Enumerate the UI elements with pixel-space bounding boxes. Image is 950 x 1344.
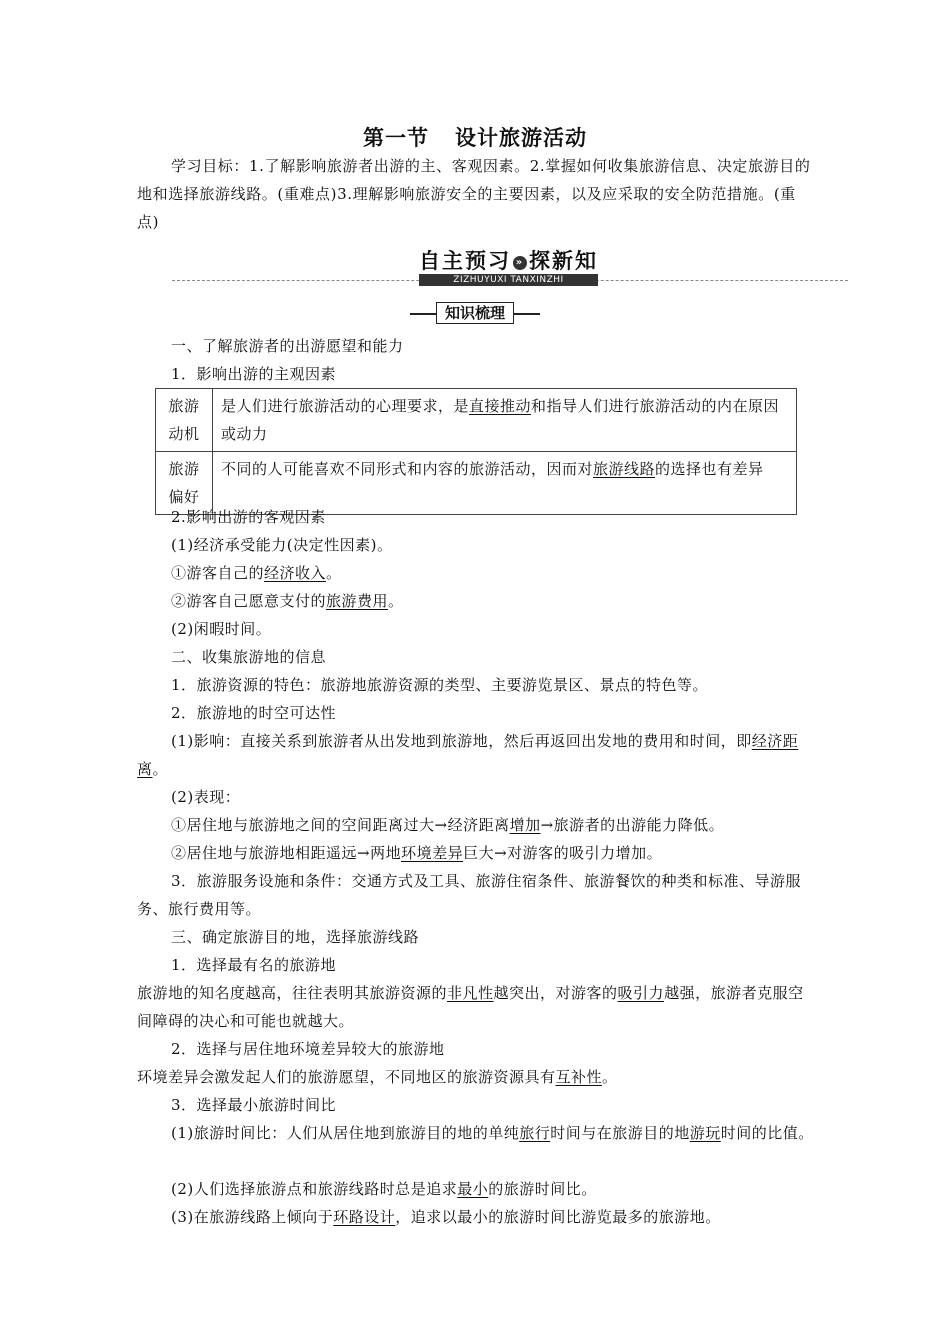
text-line: ②游客自己愿意支付的旅游费用。 [171, 592, 404, 610]
text-paragraph: 3．旅游服务设施和条件：交通方式及工具、旅游住宿条件、旅游餐饮的种类和标准、导游服务、旅行费用等。 [137, 872, 802, 918]
text-line: 1．选择最有名的旅游地 [171, 956, 337, 974]
blank-answer: 经济距离 [137, 732, 799, 778]
learning-goals: 学习目标：1.了解影响旅游者出游的主、客观因素。2.掌握如何收集旅游信息、决定旅游目的地和选择旅游线路。(重难点)3.理解影响旅游安全的主要因素，以及应采取的安全防范措施。(重点) [137, 157, 811, 231]
text-line: ②居住地与旅游地相距遥远→两地环境差异巨大→对游客的吸引力增加。 [171, 844, 663, 862]
title-text: 设计旅游活动 [455, 126, 587, 150]
blank-answer: 非凡性 [447, 984, 494, 1002]
subheading-1-1: 1．影响出游的主观因素 [171, 365, 337, 383]
blank-answer: 最小 [457, 1180, 489, 1198]
text-line: (2)闲暇时间。 [171, 620, 272, 638]
section-banner [172, 244, 848, 284]
table-row-head: 旅游偏好 [156, 452, 213, 515]
blank-answer: 互补性 [555, 1068, 603, 1086]
blank-answer: 旅行 [519, 1124, 551, 1142]
text-span: 和指导人们进行旅游活动的内在原因或动力 [221, 397, 780, 443]
blank-answer: 旅游费用 [326, 592, 389, 610]
text-span: 的选择也有差异 [655, 460, 764, 478]
heading-2: 二、收集旅游地的信息 [171, 648, 327, 666]
blank-answer: 环境差异 [401, 844, 464, 862]
text-line: 2．选择与居住地环境差异较大的旅游地 [171, 1040, 445, 1058]
knowledge-tag [410, 302, 540, 326]
text-paragraph: (1)旅游时间比：人们从居住地到旅游目的地的单纯旅行时间与在旅游目的地游玩时间的比值。 [171, 1124, 814, 1142]
banner-subtitle: ZIZHUYUXI TANXINZHI [419, 274, 598, 286]
text-span: 是人们进行旅游活动的心理要求，是 [221, 397, 470, 415]
text-line: ①游客自己的经济收入。 [171, 564, 342, 582]
text-line: (2)人们选择旅游点和旅游线路时总是追求最小的旅游时间比。 [171, 1180, 597, 1198]
text-line: 2．旅游地的时空可达性 [171, 704, 337, 722]
blank-answer: 吸引力 [617, 984, 665, 1002]
heading-3: 三、确定旅游目的地，选择旅游线路 [171, 928, 420, 946]
table-row-body [213, 389, 797, 452]
subjective-factors-table [155, 388, 797, 515]
banner-main-right: 探新知 [529, 249, 598, 273]
text-line: 环境差异会激发起人们的旅游愿望，不同地区的旅游资源具有互补性。 [137, 1068, 618, 1086]
text-line: (1)经济承受能力(决定性因素)。 [171, 536, 393, 554]
text-line: (3)在旅游线路上倾向于环路设计，追求以最小的旅游时间比游览最多的旅游地。 [171, 1208, 721, 1226]
blank-answer: 游玩 [689, 1124, 721, 1142]
blank-answer: 直接推动 [469, 397, 532, 415]
text-span: 不同的人可能喜欢不同形式和内容的旅游活动，因而对 [221, 460, 594, 478]
table-row [156, 389, 797, 452]
title-section-number: 第一节 [363, 126, 429, 150]
knowledge-tag-label: 知识梳理 [436, 302, 514, 324]
blank-answer: 环路设计 [333, 1208, 396, 1226]
text-paragraph: (1)影响：直接关系到旅游者从出发地到旅游地，然后再返回出发地的费用和时间，即经济距离。 [137, 732, 799, 778]
blank-answer: 增加 [509, 816, 541, 834]
banner-main-left: 自主预习 [419, 249, 511, 273]
heading-1: 一、了解旅游者的出游愿望和能力 [171, 337, 404, 355]
text-line: ①居住地与旅游地之间的空间距离过大→经济距离增加→旅游者的出游能力降低。 [171, 816, 725, 834]
text-paragraph: 旅游地的知名度越高，往往表明其旅游资源的非凡性越突出，对游客的吸引力越强，旅游者克服空间障碍的决心和可能也就越大。 [137, 984, 804, 1030]
subheading-1-2: 2.影响出游的客观因素 [171, 508, 326, 526]
text-line: 3．选择最小旅游时间比 [171, 1096, 337, 1114]
text-line: (2)表现： [171, 788, 241, 806]
blank-answer: 经济收入 [264, 564, 327, 582]
banner-title-box [411, 248, 606, 285]
page-title [0, 122, 950, 152]
text-line: 1．旅游资源的特色：旅游地旅游资源的类型、主要游览景区、景点的特色等。 [171, 676, 709, 694]
table-row-head: 旅游动机 [156, 389, 213, 452]
blank-answer: 旅游线路 [593, 460, 656, 478]
double-arrow-icon: » [513, 256, 527, 270]
